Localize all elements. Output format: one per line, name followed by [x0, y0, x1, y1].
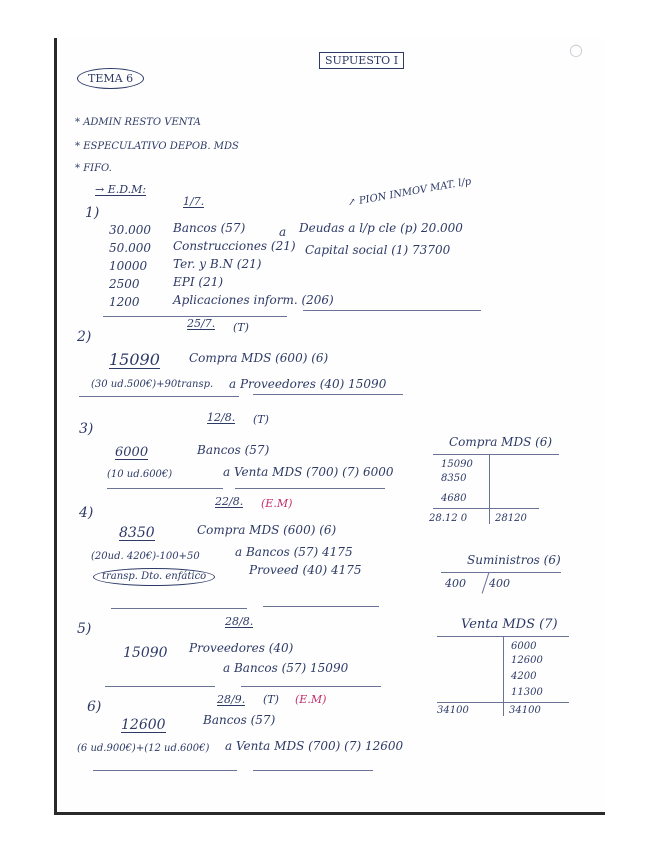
entry-3-debit-account: Bancos (57) [197, 443, 270, 457]
t-account-compras-title: Compra MDS (6) [449, 435, 553, 449]
entry-1-number: 1) [85, 205, 100, 221]
entry-4-calc: (20ud. 420€)-100+50 [91, 551, 200, 562]
entry-3-tag: (T) [253, 413, 269, 426]
t-account-venta-debit-total: 34100 [437, 705, 469, 716]
entry-4-credit-1: a Bancos (57) 4175 [235, 545, 353, 559]
entry-3-debit-amount: 6000 [115, 445, 149, 460]
note-1-text: ADMIN RESTO VENTA [83, 117, 201, 128]
entry-5-debit-account: Proveedores (40) [189, 641, 294, 655]
entry-4-separator-right [263, 606, 379, 607]
entry-4-date: 22/8. [215, 495, 244, 508]
t-account-compras-divider [489, 454, 490, 524]
note-2: * ESPECULATIVO DEPOB. MDS [75, 141, 239, 152]
entry-2-separator-right [253, 394, 403, 395]
page-corner-mark: ○ [569, 40, 583, 59]
edm-heading: → E.D.M: [95, 183, 147, 196]
t-account-suministros-title: Suministros (6) [467, 553, 561, 567]
t-account-venta-total-line [437, 702, 569, 703]
entry-4-calc-note: transp. Dto. enfático [93, 568, 215, 586]
t-account-venta-credit-4: 11300 [511, 687, 543, 698]
entry-5-debit-amount: 15090 [123, 645, 168, 661]
entry-1-debit-account-5: Aplicaciones inform. (206) [173, 293, 334, 307]
entry-2-debit-amount: 15090 [109, 350, 160, 369]
entry-2-date: 25/7. [187, 317, 216, 330]
entry-2-debit-account: Compra MDS (600) (6) [189, 351, 329, 365]
t-account-venta-credit-2: 12600 [511, 655, 543, 666]
note-2-text: ESPECULATIVO DEPOB. MDS [83, 141, 239, 152]
entry-2-separator-left [79, 396, 239, 397]
entry-5-date: 28/8. [225, 615, 254, 628]
t-account-suministros-debit: 400 [445, 577, 466, 590]
entry-1-debit-account-2: Construcciones (21) [173, 239, 296, 253]
entry-1-date: 1/7. [183, 195, 205, 208]
t-account-compras-total-line [433, 508, 539, 509]
t-account-compras-debit-3: 4680 [441, 493, 467, 504]
entry-6-tag-2: (E.M) [295, 693, 327, 706]
entry-4-debit-amount: 8350 [119, 525, 155, 541]
note-3-text: FIFO. [83, 163, 112, 174]
t-account-venta-title: Venta MDS (7) [461, 617, 558, 632]
notebook-page [54, 38, 605, 815]
entry-6-number: 6) [87, 699, 102, 715]
entry-6-date: 28/9. [217, 693, 246, 706]
entry-3-calc: (10 ud.600€) [107, 469, 173, 480]
note-1: * ADMIN RESTO VENTA [75, 117, 201, 128]
entry-5-number: 5) [77, 621, 92, 637]
entry-4-separator-left [111, 608, 247, 609]
entry-6-debit-amount: 12600 [121, 717, 166, 733]
entry-1-side-note: ↗ PION INMOV MAT. l/p [346, 176, 473, 209]
entry-6-separator-right [253, 770, 373, 771]
t-account-compras-debit-total: 28.12 0 [429, 513, 468, 524]
entry-1-debit-amount-1: 30.000 [109, 223, 151, 237]
entry-6-separator-left [93, 770, 237, 771]
entry-1-debit-account-3: Ter. y B.N (21) [173, 257, 262, 271]
entry-1-debit-amount-2: 50.000 [109, 241, 151, 255]
edm-heading-text: E.D.M: [107, 183, 147, 196]
t-account-venta-credit-3: 4200 [511, 671, 537, 682]
entry-2-number: 2) [77, 329, 92, 345]
t-account-compras-debit-2: 8350 [441, 473, 467, 484]
t-account-suministros-credit: 400 [489, 577, 510, 590]
entry-1-separator-right [303, 310, 481, 311]
entry-1-debit-amount-5: 1200 [109, 295, 140, 309]
entry-3-separator-left [107, 488, 223, 489]
entry-1-debit-account-1: Bancos (57) [173, 221, 246, 235]
entry-2-tag: (T) [233, 321, 249, 334]
t-account-suministros-top [441, 572, 561, 573]
entry-3-number: 3) [79, 421, 94, 437]
entry-3-date: 12/8. [207, 411, 236, 424]
entry-4-debit-account: Compra MDS (600) (6) [197, 523, 337, 537]
entry-5-separator-right [241, 686, 381, 687]
entry-4-tag: (E.M) [261, 497, 293, 510]
t-account-venta-credit-1: 6000 [511, 641, 537, 652]
t-account-compras-credit-total: 28120 [495, 513, 527, 524]
t-account-compras-top [433, 454, 559, 455]
t-account-compras-debit-1: 15090 [441, 459, 473, 470]
entry-6-calc: (6 ud.900€)+(12 ud.600€) [77, 743, 210, 754]
entry-2-calc: (30 ud.500€)+90transp. [91, 379, 214, 390]
entry-1-credit-1: Deudas a l/p cle (p) 20.000 [299, 221, 463, 235]
entry-6-debit-account: Bancos (57) [203, 713, 276, 727]
entry-1-debit-amount-4: 2500 [109, 277, 140, 291]
entry-5-credit: a Bancos (57) 15090 [223, 661, 349, 675]
entry-1-connector: a [279, 225, 287, 239]
entry-1-credit-2: Capital social (1) 73700 [305, 243, 451, 257]
t-account-venta-divider [503, 636, 504, 716]
entry-6-credit: a Venta MDS (700) (7) 12600 [225, 739, 404, 753]
entry-3-separator-right [235, 488, 385, 489]
entry-1-side-note-text: PION INMOV MAT. l/p [358, 176, 473, 207]
entry-4-number: 4) [79, 505, 94, 521]
entry-6-tag: (T) [263, 693, 279, 706]
t-account-venta-credit-total: 34100 [509, 705, 541, 716]
note-3: * FIFO. [75, 163, 112, 174]
entry-2-credit: a Proveedores (40) 15090 [229, 377, 387, 391]
page-title: SUPUESTO I [319, 52, 404, 69]
entry-3-credit: a Venta MDS (700) (7) 6000 [223, 465, 394, 479]
entry-5-separator-left [105, 686, 215, 687]
entry-4-credit-2: Proveed (40) 4175 [249, 563, 362, 577]
topic-label: TEMA 6 [77, 68, 144, 89]
entry-1-debit-account-4: EPI (21) [173, 275, 224, 289]
entry-1-debit-amount-3: 10000 [109, 259, 148, 273]
